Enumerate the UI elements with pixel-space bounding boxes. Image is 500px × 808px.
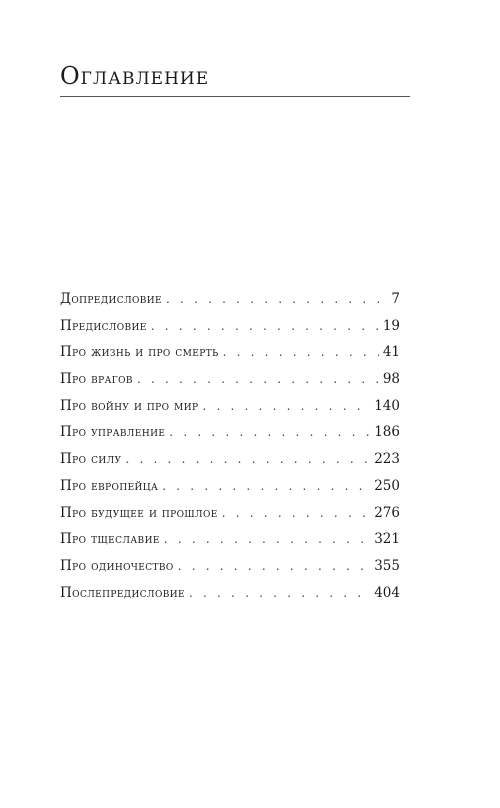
toc-dot-leader <box>223 339 379 366</box>
toc-page-number: 355 <box>374 557 400 574</box>
toc-entry-title: Про европейца <box>60 477 159 494</box>
toc-dot-leader <box>162 473 370 500</box>
toc-page-number: 250 <box>374 477 400 494</box>
page-title: Оглавление <box>60 62 210 90</box>
toc-entry[interactable] <box>60 419 400 446</box>
toc-entry[interactable] <box>60 580 400 607</box>
toc-entry-title: Про силу <box>60 451 122 468</box>
toc-entry-title: Про тщеславие <box>60 531 160 548</box>
toc-dot-leader <box>169 419 370 446</box>
toc-entry[interactable] <box>60 473 400 500</box>
toc-entry[interactable] <box>60 366 400 393</box>
heading-divider <box>60 96 410 97</box>
toc-page-number: 7 <box>391 291 400 307</box>
toc-entry-title: Про управление <box>60 424 166 441</box>
toc-dot-leader <box>222 500 371 527</box>
toc-dot-leader <box>189 580 370 607</box>
toc-dot-leader <box>202 393 370 420</box>
toc-entry-title: Допредисловие <box>60 291 163 307</box>
toc-page-number: 186 <box>374 424 400 441</box>
toc-dot-leader <box>137 366 379 393</box>
toc-entry-title: Послепредисловие <box>60 584 185 601</box>
toc-page-number: 140 <box>374 397 400 414</box>
toc-page-number: 19 <box>382 317 400 334</box>
toc-dot-leader <box>125 446 370 473</box>
toc-page-number: 223 <box>374 451 400 468</box>
table-of-contents <box>60 286 400 606</box>
toc-entry-title: Про врагов <box>60 371 133 388</box>
toc-entry[interactable] <box>60 286 400 313</box>
toc-page-number: 404 <box>374 584 400 601</box>
toc-entry[interactable] <box>60 553 400 580</box>
toc-entry[interactable] <box>60 339 400 366</box>
toc-entry[interactable] <box>60 393 400 420</box>
toc-dot-leader <box>164 526 370 553</box>
toc-page-number: 41 <box>382 344 400 361</box>
toc-entry-title: Предисловие <box>60 317 147 334</box>
toc-entry[interactable] <box>60 313 400 340</box>
toc-dot-leader <box>151 313 379 340</box>
toc-dot-leader <box>178 553 371 580</box>
toc-entry[interactable] <box>60 526 400 553</box>
toc-entry-title: Про войну и про мир <box>60 397 199 414</box>
toc-entry[interactable] <box>60 446 400 473</box>
toc-dot-leader <box>166 286 382 313</box>
toc-page-number: 98 <box>382 371 400 388</box>
toc-entry[interactable] <box>60 500 400 527</box>
toc-page-number: 276 <box>374 504 400 521</box>
toc-entry-title: Про жизнь и про смерть <box>60 344 219 361</box>
toc-entry-title: Про будущее и прошлое <box>60 504 218 521</box>
toc-entry-title: Про одиночество <box>60 557 174 574</box>
toc-page-number: 321 <box>374 531 400 548</box>
